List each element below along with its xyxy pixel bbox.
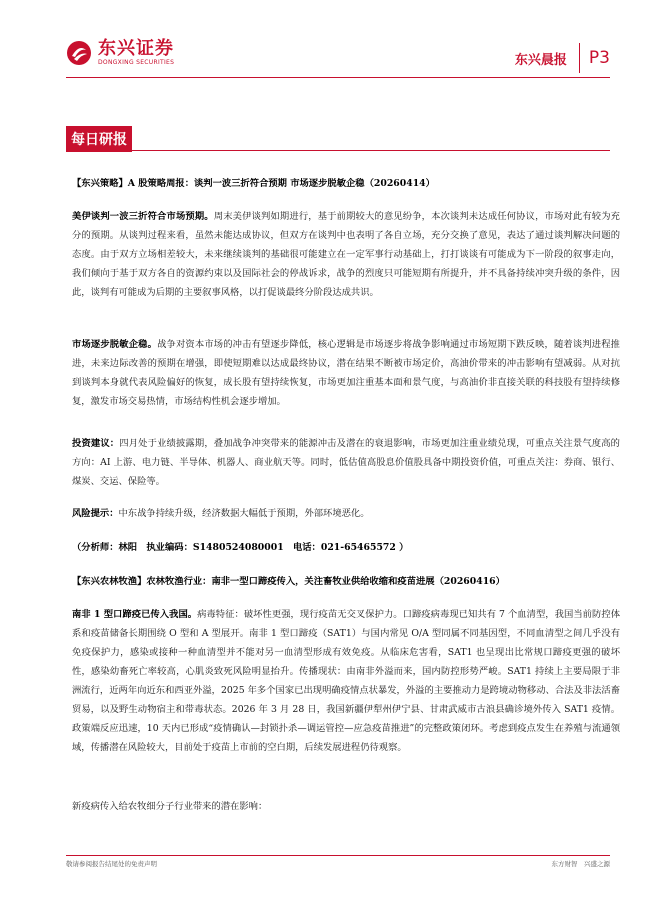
paragraph-lead: 美伊谈判一波三折符合市场预期。 xyxy=(72,211,214,222)
paragraph-body: 中东战争持续升级，经济数据大幅低于预期，外部环境恶化。 xyxy=(118,508,370,519)
agri-paragraph-1 xyxy=(72,605,620,757)
logo-chinese-name: 东兴证券 xyxy=(98,38,174,59)
footer-divider xyxy=(66,855,610,856)
paragraph-body: 病毒特征：破坏性更强，现行疫苗无交叉保护力。口蹄疫病毒现已知共有 7 个血清型，我国当前防控体系和疫苗储备长期围绕 O 型和 A 型展开。南非 1 型口蹄疫（SAT1）与国内常见 O/A 型同属不同基因型，不同血清型之间几乎没有免疫保护力，感染或接种一种血清型并不能对另一血清型形成有效免疫。从临床危害看，SAT1 也呈现出比常规口蹄疫更强的破坏性，感染幼畜死亡率较高，心肌炎致死风险明显抬升。传播现状：由南非外溢而来，国内防控形势严峻。SAT1 持续上主要局限于非洲流行，近两年向近东和西亚外溢，2025 年多个国家已出现明确疫情点状暴发，外溢的主要推动力是跨境动物移动、合法及非法活畜贸易，以及野生动物宿主和带毒状态。2026 年 3 月 28 日，我国新疆伊犁州伊宁县、甘肃武威市古浪县确诊境外传入 SAT1 疫情。政策端反应迅速，10 天内已形成“疫情确认—封锁扑杀—调运管控—应急疫苗推进”的完整政策闭环。考虑到疫点发生在养殖与流通领域，传播潜在风险较大，目前处于疫苗上市前的空白期，后续发展进程仍待观察。 xyxy=(72,609,620,753)
section-title: 每日研报 xyxy=(66,126,132,152)
paragraph-lead: 南非 1 型口蹄疫已传入我国。 xyxy=(72,609,198,620)
header-separator xyxy=(579,43,580,73)
report-title: 东兴晨报 xyxy=(514,52,567,68)
paragraph-lead: 市场逐步脱敏企稳。 xyxy=(72,339,158,350)
header-divider xyxy=(66,77,610,78)
strategy-heading: 【东兴策略】A 股策略周报：谈判一波三折符合预期 市场逐步脱敏企稳（20260414） xyxy=(72,178,435,189)
analyst-info: （分析师：林阳 执业编码：S1480524080001 电话：021-65465572 ） xyxy=(72,542,409,553)
company-logo xyxy=(66,40,174,66)
paragraph-lead: 风险提示： xyxy=(72,508,119,519)
footer-slogan: 东方财智 兴盛之源 xyxy=(551,860,610,868)
strategy-paragraph-1 xyxy=(72,207,620,302)
risk-warning xyxy=(72,504,620,523)
strategy-paragraph-2 xyxy=(72,335,620,411)
paragraph-body: 战争对资本市场的冲击有望逐步降低，核心逻辑是市场逐步将战争影响通过市场短期下跌反映，随着谈判进程推进，未来边际改善的预期在增强，即使短期难以达成最终协议，潜在结果不断被市场定价，高油价带来的冲击影响有望减弱。从对抗到谈判本身就代表风险偏好的恢复，成长股有望持续恢复，市场更加注重基本面和景气度，与高油价非直接关联的科技股有望持续修复，激发市场交易热情，市场结构性机会逐步增加。 xyxy=(72,339,620,407)
agri-paragraph-2: 新疫病传入给农牧细分子行业带来的潜在影响： xyxy=(72,801,268,812)
header-right xyxy=(515,43,610,73)
logo-mark-icon xyxy=(66,40,92,66)
investment-advice xyxy=(72,434,620,491)
paragraph-body: 周末美伊谈判如期进行，基于前期较大的意见纷争，本次谈判未达成任何协议，市场对此有较为充分的预期。从谈判过程来看，虽然未能达成协议，但双方在谈判中也表明了各自立场，充分交换了意见，表达了通过谈判解决问题的态度。由于双方立场相差较大，未来继续谈判的基础很可能建立在一定军事行动基础上，打打谈谈有可能成为下一阶段的叙事走向，我们倾向于基于双方各自的资源约束以及国际社会的停战诉求，战争的烈度只可能短期有所提升，并不具备持续冲突升级的条件，因此，谈判有可能成为后期的主要叙事风格，以打促谈最终分阶段达成共识。 xyxy=(72,211,620,298)
logo-english-name: DONGXING SECURITIES xyxy=(98,59,175,66)
footer-disclaimer: 敬请参阅报告结尾处的免责声明 xyxy=(66,860,157,868)
section-divider xyxy=(66,150,610,151)
paragraph-body: 四月处于业绩披露期，叠加战争冲突带来的能源冲击及潜在的衰退影响，市场更加注重业绩兑现，可重点关注景气度高的方向：AI 上游、电力链、半导体、机器人、商业航天等。同时，低估值高股息价值股具备中期投资价值，可重点关注：券商、银行、煤炭、交运、保险等。 xyxy=(72,438,620,487)
page-number: P3 xyxy=(588,48,610,68)
paragraph-lead: 投资建议： xyxy=(72,438,120,449)
agri-heading: 【东兴农林牧渔】农林牧渔行业：南非一型口蹄疫传入，关注畜牧业供给收缩和疫苗进展（20260416） xyxy=(72,576,505,587)
